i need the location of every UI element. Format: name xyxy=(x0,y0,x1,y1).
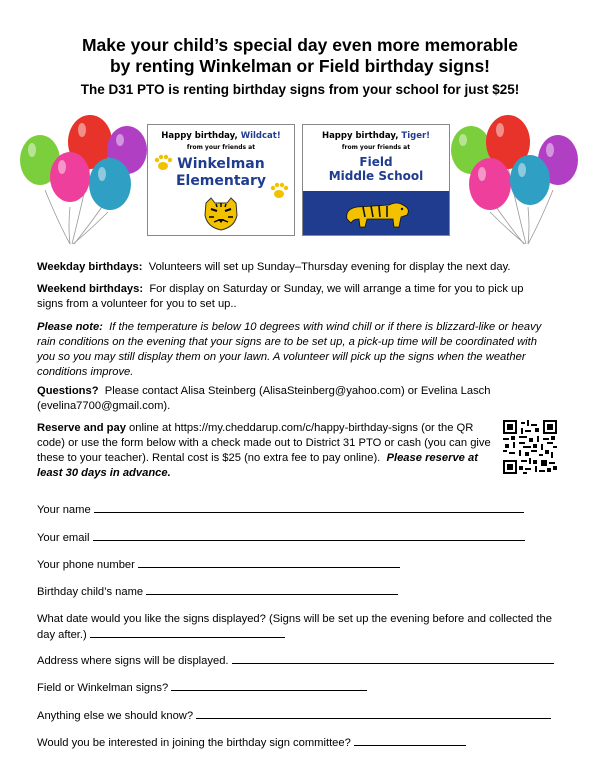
winkelman-greeting xyxy=(148,131,294,141)
note-paragraph xyxy=(37,320,547,380)
note-label: Please note: xyxy=(37,321,103,333)
email-blank[interactable] xyxy=(93,530,525,541)
weekday-paragraph xyxy=(37,260,547,275)
anything-else-field[interactable] xyxy=(37,708,551,724)
weekend-paragraph xyxy=(37,282,547,312)
page-subtitle: The D31 PTO is renting birthday signs from your school for just $25! xyxy=(80,82,520,97)
page-title-line1: Make your child’s special day even more memorable xyxy=(81,35,519,55)
field-sign xyxy=(302,124,450,236)
weekend-label: Weekend birthdays: xyxy=(37,283,144,295)
reserve-paragraph xyxy=(37,421,492,481)
date-field[interactable] xyxy=(37,612,557,643)
phone-blank[interactable] xyxy=(138,557,400,568)
winkelman-school-line2: Elementary xyxy=(175,173,267,189)
weekday-text: Volunteers will set up Sunday–Thursday evening for display the next day. xyxy=(148,261,511,273)
winkelman-sign xyxy=(147,124,295,236)
paw-print-icon xyxy=(153,153,173,173)
name-label: Your name xyxy=(37,504,91,516)
reserve-label: Reserve and pay xyxy=(37,422,126,434)
address-blank[interactable] xyxy=(232,653,554,664)
note-text: If the temperature is below 10 degrees with wind chill or if there is blizzard-like or heavy rain conditions on the evening that your signs are to be set up, a pick-up time will be coordinated with you so you may still display them on your lawn. A volunteer will pick up the signs when the weather conditions improve. xyxy=(37,321,542,378)
phone-label: Your phone number xyxy=(37,559,135,571)
field-school-line2: Middle School xyxy=(328,169,424,183)
field-greeting-text: Happy birthday, xyxy=(321,131,402,141)
date-label: What date would you like the signs displayed? (Signs will be set up the evening before and collected the day after.) xyxy=(37,613,552,641)
sign-choice-label: Field or Winkelman signs? xyxy=(37,682,169,694)
winkelman-from-text: from your friends at xyxy=(186,144,256,151)
field-mascot-name: Tiger! xyxy=(401,131,431,141)
email-label: Your email xyxy=(37,532,90,544)
paw-print-icon xyxy=(269,181,289,201)
name-field[interactable] xyxy=(37,502,524,518)
reserve-deadline: Please reserve at least 30 days in advance. xyxy=(37,452,478,479)
sign-choice-field[interactable] xyxy=(37,680,367,696)
questions-text: Please contact Alisa Steinberg (AlisaSteinberg@yahoo.com) or Evelina Lasch (evelina7700@gmail.com). xyxy=(37,385,491,412)
page-title-line2: by renting Winkelman or Field birthday signs! xyxy=(109,56,491,76)
anything-else-blank[interactable] xyxy=(196,708,551,719)
address-label: Address where signs will be displayed. xyxy=(37,655,229,667)
child-name-field[interactable] xyxy=(37,584,398,600)
child-name-blank[interactable] xyxy=(146,584,398,595)
questions-paragraph xyxy=(37,384,547,414)
date-blank[interactable] xyxy=(90,627,285,638)
child-name-label: Birthday child’s name xyxy=(37,586,144,598)
name-blank[interactable] xyxy=(94,502,524,513)
field-school-line1: Field xyxy=(359,155,393,169)
balloons-right-image xyxy=(448,112,588,247)
committee-label: Would you be interested in joining the birthday sign committee? xyxy=(37,737,351,749)
email-field[interactable] xyxy=(37,530,525,546)
wildcat-mascot-icon xyxy=(202,197,240,231)
field-from-text: from your friends at xyxy=(341,144,411,151)
tiger-mascot-icon xyxy=(343,197,413,229)
anything-else-label: Anything else we should know? xyxy=(37,710,194,722)
winkelman-greeting-text: Happy birthday, xyxy=(161,131,241,141)
field-greeting xyxy=(303,131,449,141)
balloons-left-image xyxy=(10,112,150,247)
committee-field[interactable] xyxy=(37,735,466,751)
winkelman-school-line1: Winkelman xyxy=(177,156,265,172)
reserve-text: online at https://my.cheddarup.com/c/happy-birthday-signs (or the QR code) or use the form below with a check made out to District 31 PTO or cash (you can give these to your teacher). Rental cost is $25 (no extra fee to pay online). xyxy=(37,422,491,464)
weekend-text: For display on Saturday or Sunday, we will arrange a time for you to pick up signs from a volunteer for you to set up.. xyxy=(37,283,524,310)
phone-field[interactable] xyxy=(37,557,400,573)
address-field[interactable] xyxy=(37,653,554,669)
committee-blank[interactable] xyxy=(354,735,466,746)
questions-label: Questions? xyxy=(37,385,99,397)
sign-choice-blank[interactable] xyxy=(171,680,367,691)
weekday-label: Weekday birthdays: xyxy=(37,261,143,273)
winkelman-mascot-name: Wildcat! xyxy=(240,131,281,141)
qr-code-image[interactable] xyxy=(503,420,557,474)
